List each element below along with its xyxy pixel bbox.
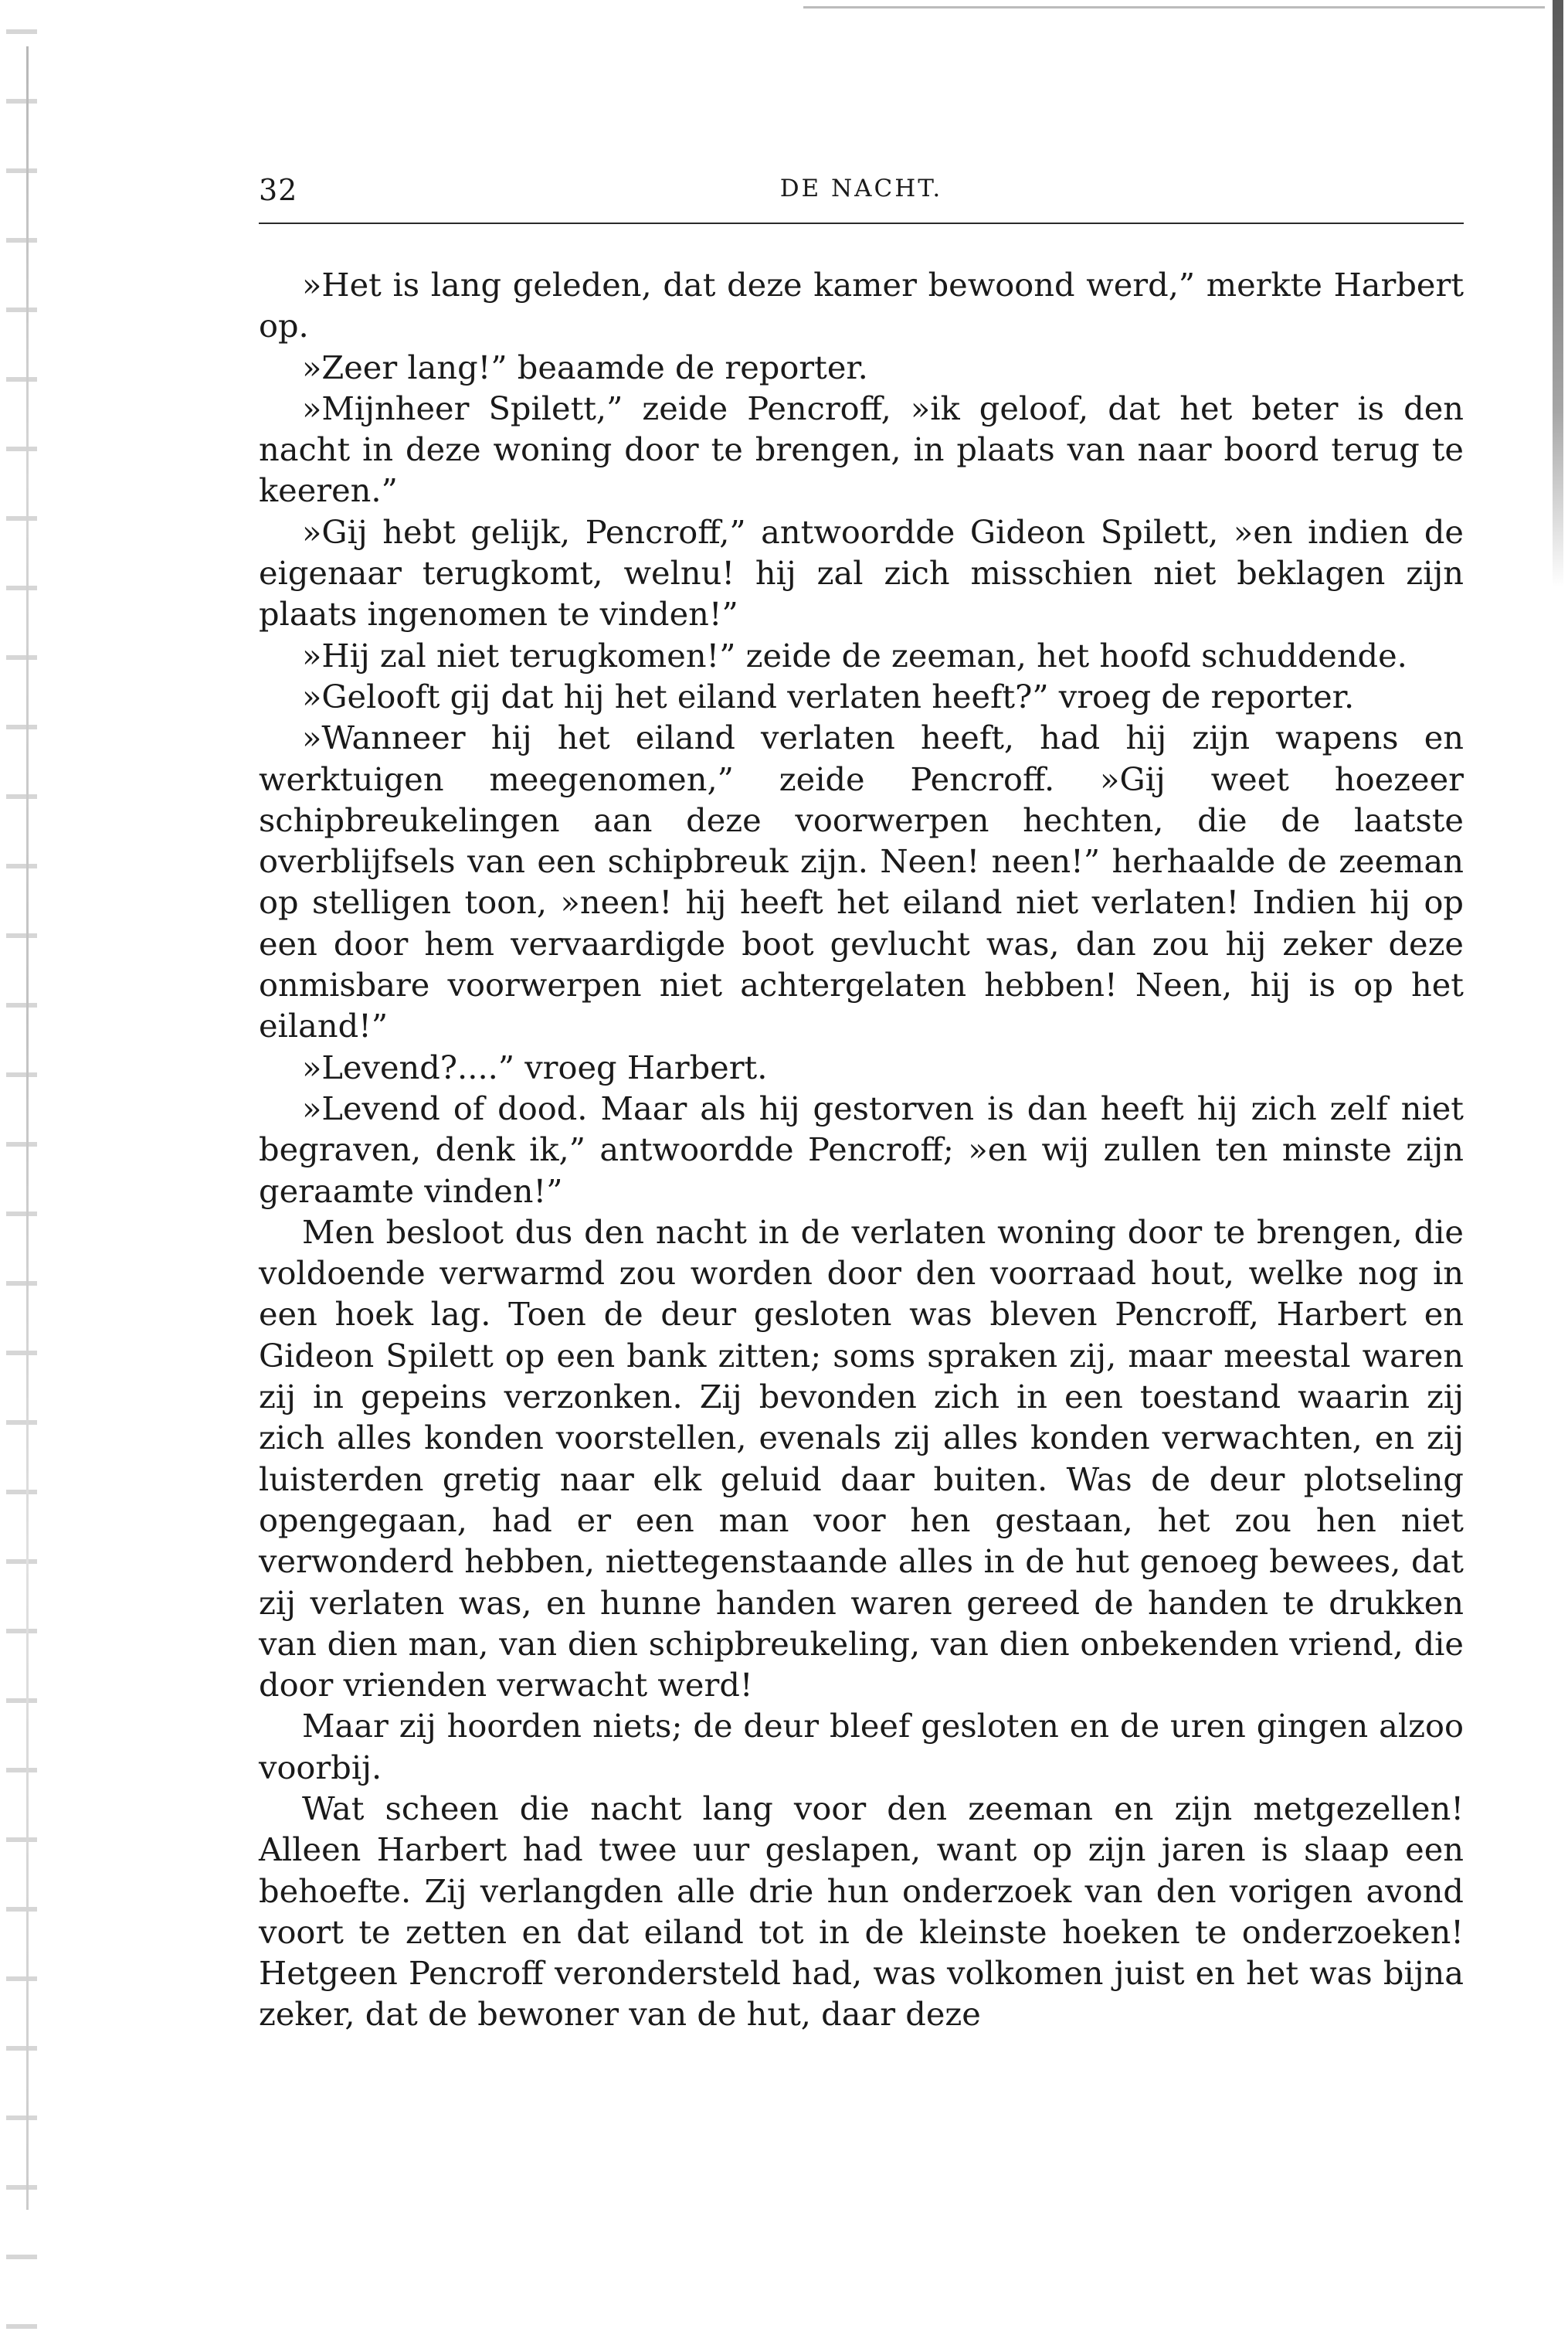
paragraph: »Het is lang geleden, dat deze kamer bewoond werd,” merkte Harbert op. <box>259 266 1464 345</box>
paragraph: Wat scheen die nacht lang voor den zeeman en zijn metgezellen! Alleen Harbert had twee uur geslapen, want op zijn jaren is slaap een behoefte. Zij verlangden alle drie hun onderzoek van den vorigen avond voort te zetten en dat eiland tot in de kleinste hoeken te onderzoeken! Hetgeen Pencroff verondersteld had, was volkomen juist en het was bijna zeker, dat de bewoner van de hut, daar deze <box>259 1789 1464 2034</box>
paragraph: »Hij zal niet terugkomen!” zeide de zeeman, het hoofd schuddende. <box>302 636 1407 675</box>
body-text <box>259 264 1464 2035</box>
scan-top-edge <box>803 6 1545 8</box>
paragraph: »Gelooft gij dat hij het eiland verlaten heeft?” vroeg de reporter. <box>302 677 1355 715</box>
header-rule <box>259 223 1464 224</box>
paragraph: »Mijnheer Spilett,” zeide Pencroff, »ik geloof, dat het beter is den nacht in deze woning door te brengen, in plaats van naar boord terug te keeren.” <box>259 389 1464 510</box>
paragraph: »Levend of dood. Maar als hij gestorven is dan heeft hij zich zelf niet begraven, denk ik,” antwoordde Pencroff; »en wij zullen ten minste zijn geraamte vinden!” <box>259 1089 1464 1210</box>
page-number: 32 <box>259 173 298 207</box>
scan-margin-left <box>6 0 37 2345</box>
paragraph: »Zeer lang!” beaamde de reporter. <box>302 348 868 386</box>
scan-margin-right <box>1553 0 1563 587</box>
paragraph: Maar zij hoorden niets; de deur bleef gesloten en de uren gingen alzoo voorbij. <box>259 1707 1464 1786</box>
paragraph: »Wanneer hij het eiland verlaten heeft, had hij zijn wapens en werktuigen meegenomen,” zeide Pencroff. »Gij weet hoezeer schipbreukelingen aan deze voorwerpen hechten, die de laatste overblijfsels van een schipbreuk zijn. Neen! neen!” herhaalde de zeeman op stelligen toon, »neen! hij heeft het eiland niet verlaten! Indien hij op een door hem vervaardigde boot gevlucht was, dan zou hij zeker deze onmisbare voorwerpen niet achtergelaten hebben! Neen, hij is op het eiland!” <box>259 719 1464 1045</box>
running-header <box>259 162 1464 216</box>
paragraph: »Levend?....” vroeg Harbert. <box>302 1048 768 1086</box>
chapter-title: DE NACHT. <box>779 175 943 202</box>
paragraph: Men besloot dus den nacht in de verlaten woning door te brengen, die voldoende verwarmd zou worden door den voorraad hout, welke nog in een hoek lag. Toen de deur gesloten was bleven Pencroff, Harbert en Gideon Spilett op een bank zitten; soms spraken zij, maar meestal waren zij in gepeins verzonken. Zij bevonden zich in een toestand waarin zij zich alles konden voorstellen, evenals zij alles konden verwachten, en zij luisterden gretig naar elk geluid daar buiten. Was de deur plotseling opengegaan, had er een man voor hen gestaan, het zou hen niet verwonderd hebben, niettegenstaande alles in de hut genoeg bewees, dat zij verlaten was, en hunne handen waren gereed de handen te drukken van dien man, van dien schipbreukeling, van dien onbekenden vriend, die door vrienden verwacht werd! <box>259 1212 1464 1704</box>
paragraph: »Gij hebt gelijk, Pencroff,” antwoordde Gideon Spilett, »en indien de eigenaar terugkomt, welnu! hij zal zich misschien niet beklagen zijn plaats ingenomen te vinden!” <box>259 512 1464 634</box>
book-page <box>259 162 1464 2035</box>
